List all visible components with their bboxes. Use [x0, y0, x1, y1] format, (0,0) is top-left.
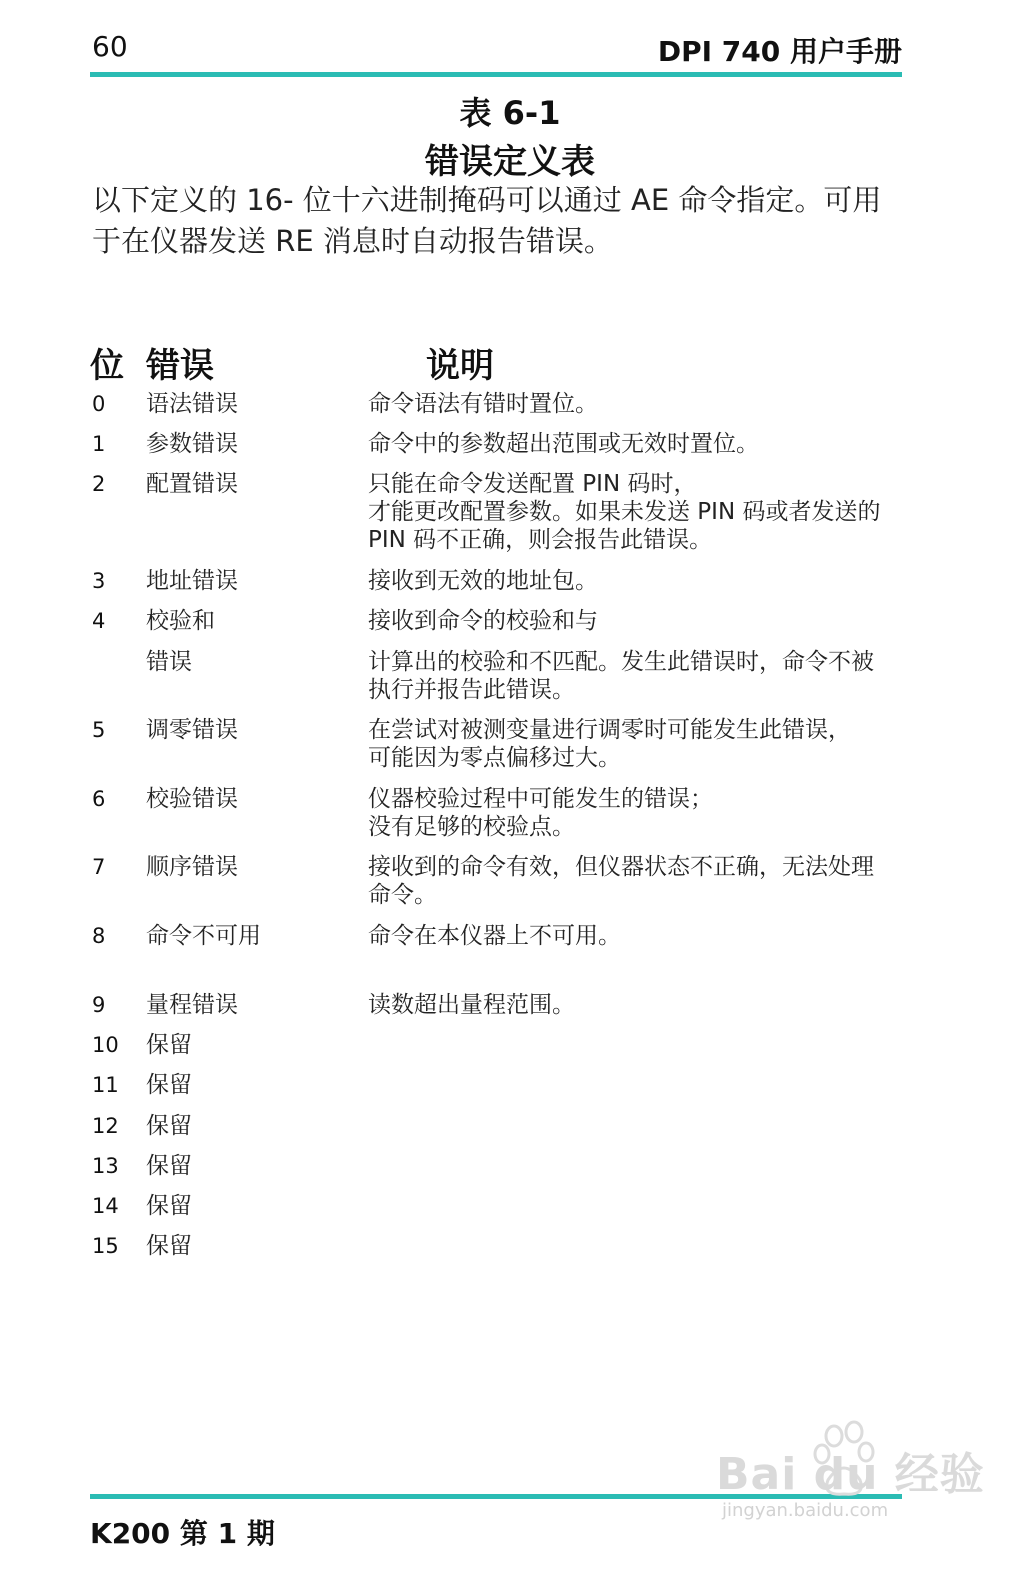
- intro-paragraph: 以下定义的 16- 位十六进制掩码可以通过 AE 命令指定。可用于在仪器发送 RE 消息时自动报告错误。: [92, 183, 882, 258]
- row-bit: 6: [92, 787, 106, 811]
- row-error: 参数错误: [146, 431, 238, 457]
- description-line: 命令中的参数超出范围或无效时置位。: [368, 431, 759, 457]
- watermark-url: jingyan.baidu.com: [722, 1500, 889, 1521]
- description-line: 读数超出量程范围。: [368, 992, 575, 1018]
- row-error: 调零错误: [146, 717, 238, 743]
- row-error: 保留: [146, 1072, 192, 1098]
- row-error: 语法错误: [146, 391, 238, 417]
- table-number: 表 6-1: [459, 94, 561, 132]
- row-bit: 14: [92, 1194, 119, 1218]
- row-error: 校验和: [146, 608, 215, 634]
- row-error: 保留: [146, 1193, 192, 1219]
- description-line: 命令语法有错时置位。: [368, 391, 598, 417]
- row-error: 保留: [146, 1113, 192, 1139]
- row-description: [368, 470, 898, 554]
- description-line: 计算出的校验和不匹配。发生此错误时，命令不被: [368, 649, 874, 675]
- row-bit: 10: [92, 1033, 119, 1057]
- row-description: [368, 716, 898, 772]
- description-line: 只能在命令发送配置 PIN 码时，: [368, 471, 697, 497]
- row-bit: 1: [92, 432, 106, 456]
- row-bit: 11: [92, 1073, 119, 1097]
- row-bit: 15: [92, 1234, 119, 1258]
- description-line: 接收到的命令有效，但仪器状态不正确，无法处理: [368, 854, 874, 880]
- row-bit: 7: [92, 855, 106, 879]
- row-description: [368, 390, 898, 418]
- description-line: 接收到无效的地址包。: [368, 568, 598, 594]
- row-bit: 8: [92, 924, 106, 948]
- watermark-brand: Bai du 经验: [716, 1449, 985, 1500]
- column-header-description: 说明: [426, 346, 494, 386]
- row-bit: 3: [92, 569, 106, 593]
- description-line: 接收到命令的校验和与: [368, 608, 598, 634]
- row-bit: 12: [92, 1114, 119, 1138]
- header-rule: [90, 72, 902, 77]
- row-error: 命令不可用: [146, 923, 261, 949]
- row-bit: 2: [92, 472, 106, 496]
- row-bit: 0: [92, 392, 106, 416]
- document-title: DPI 740 用户手册: [657, 35, 902, 68]
- description-line: PIN 码不正确，则会报告此错误。: [368, 527, 713, 553]
- row-error: 地址错误: [146, 568, 238, 594]
- description-line: 命令。: [368, 882, 437, 908]
- row-description: [368, 648, 898, 704]
- description-line: 在尝试对被测变量进行调零时可能发生此错误，: [368, 717, 851, 743]
- row-error: 配置错误: [146, 471, 238, 497]
- description-line: 没有足够的校验点。: [368, 814, 575, 840]
- description-line: 才能更改配置参数。如果未发送 PIN 码或者发送的: [368, 499, 881, 525]
- row-description: [368, 607, 898, 635]
- row-description: [368, 853, 898, 909]
- column-header-bit: 位: [90, 346, 124, 386]
- description-line: 仪器校验过程中可能发生的错误；: [368, 786, 713, 812]
- row-error: 保留: [146, 1032, 192, 1058]
- row-bit: 5: [92, 718, 106, 742]
- row-description: [368, 430, 898, 458]
- table-title: 错误定义表: [425, 142, 595, 182]
- row-error: 顺序错误: [146, 854, 238, 880]
- page-number: 60: [92, 30, 128, 63]
- row-bit: 13: [92, 1154, 119, 1178]
- column-header-error: 错误: [146, 346, 214, 386]
- row-error: 量程错误: [146, 992, 238, 1018]
- footer-issue: K200 第 1 期: [90, 1517, 275, 1550]
- row-bit: 4: [92, 609, 106, 633]
- description-line: 执行并报告此错误。: [368, 677, 575, 703]
- row-error: 错误: [146, 649, 192, 675]
- row-bit: 9: [92, 993, 106, 1017]
- row-error: 保留: [146, 1153, 192, 1179]
- description-line: 命令在本仪器上不可用。: [368, 923, 621, 949]
- description-line: 可能因为零点偏移过大。: [368, 745, 621, 771]
- row-description: [368, 922, 898, 950]
- row-description: [368, 991, 898, 1019]
- row-error: 保留: [146, 1233, 192, 1259]
- row-description: [368, 785, 898, 841]
- row-error: 校验错误: [146, 786, 238, 812]
- row-description: [368, 567, 898, 595]
